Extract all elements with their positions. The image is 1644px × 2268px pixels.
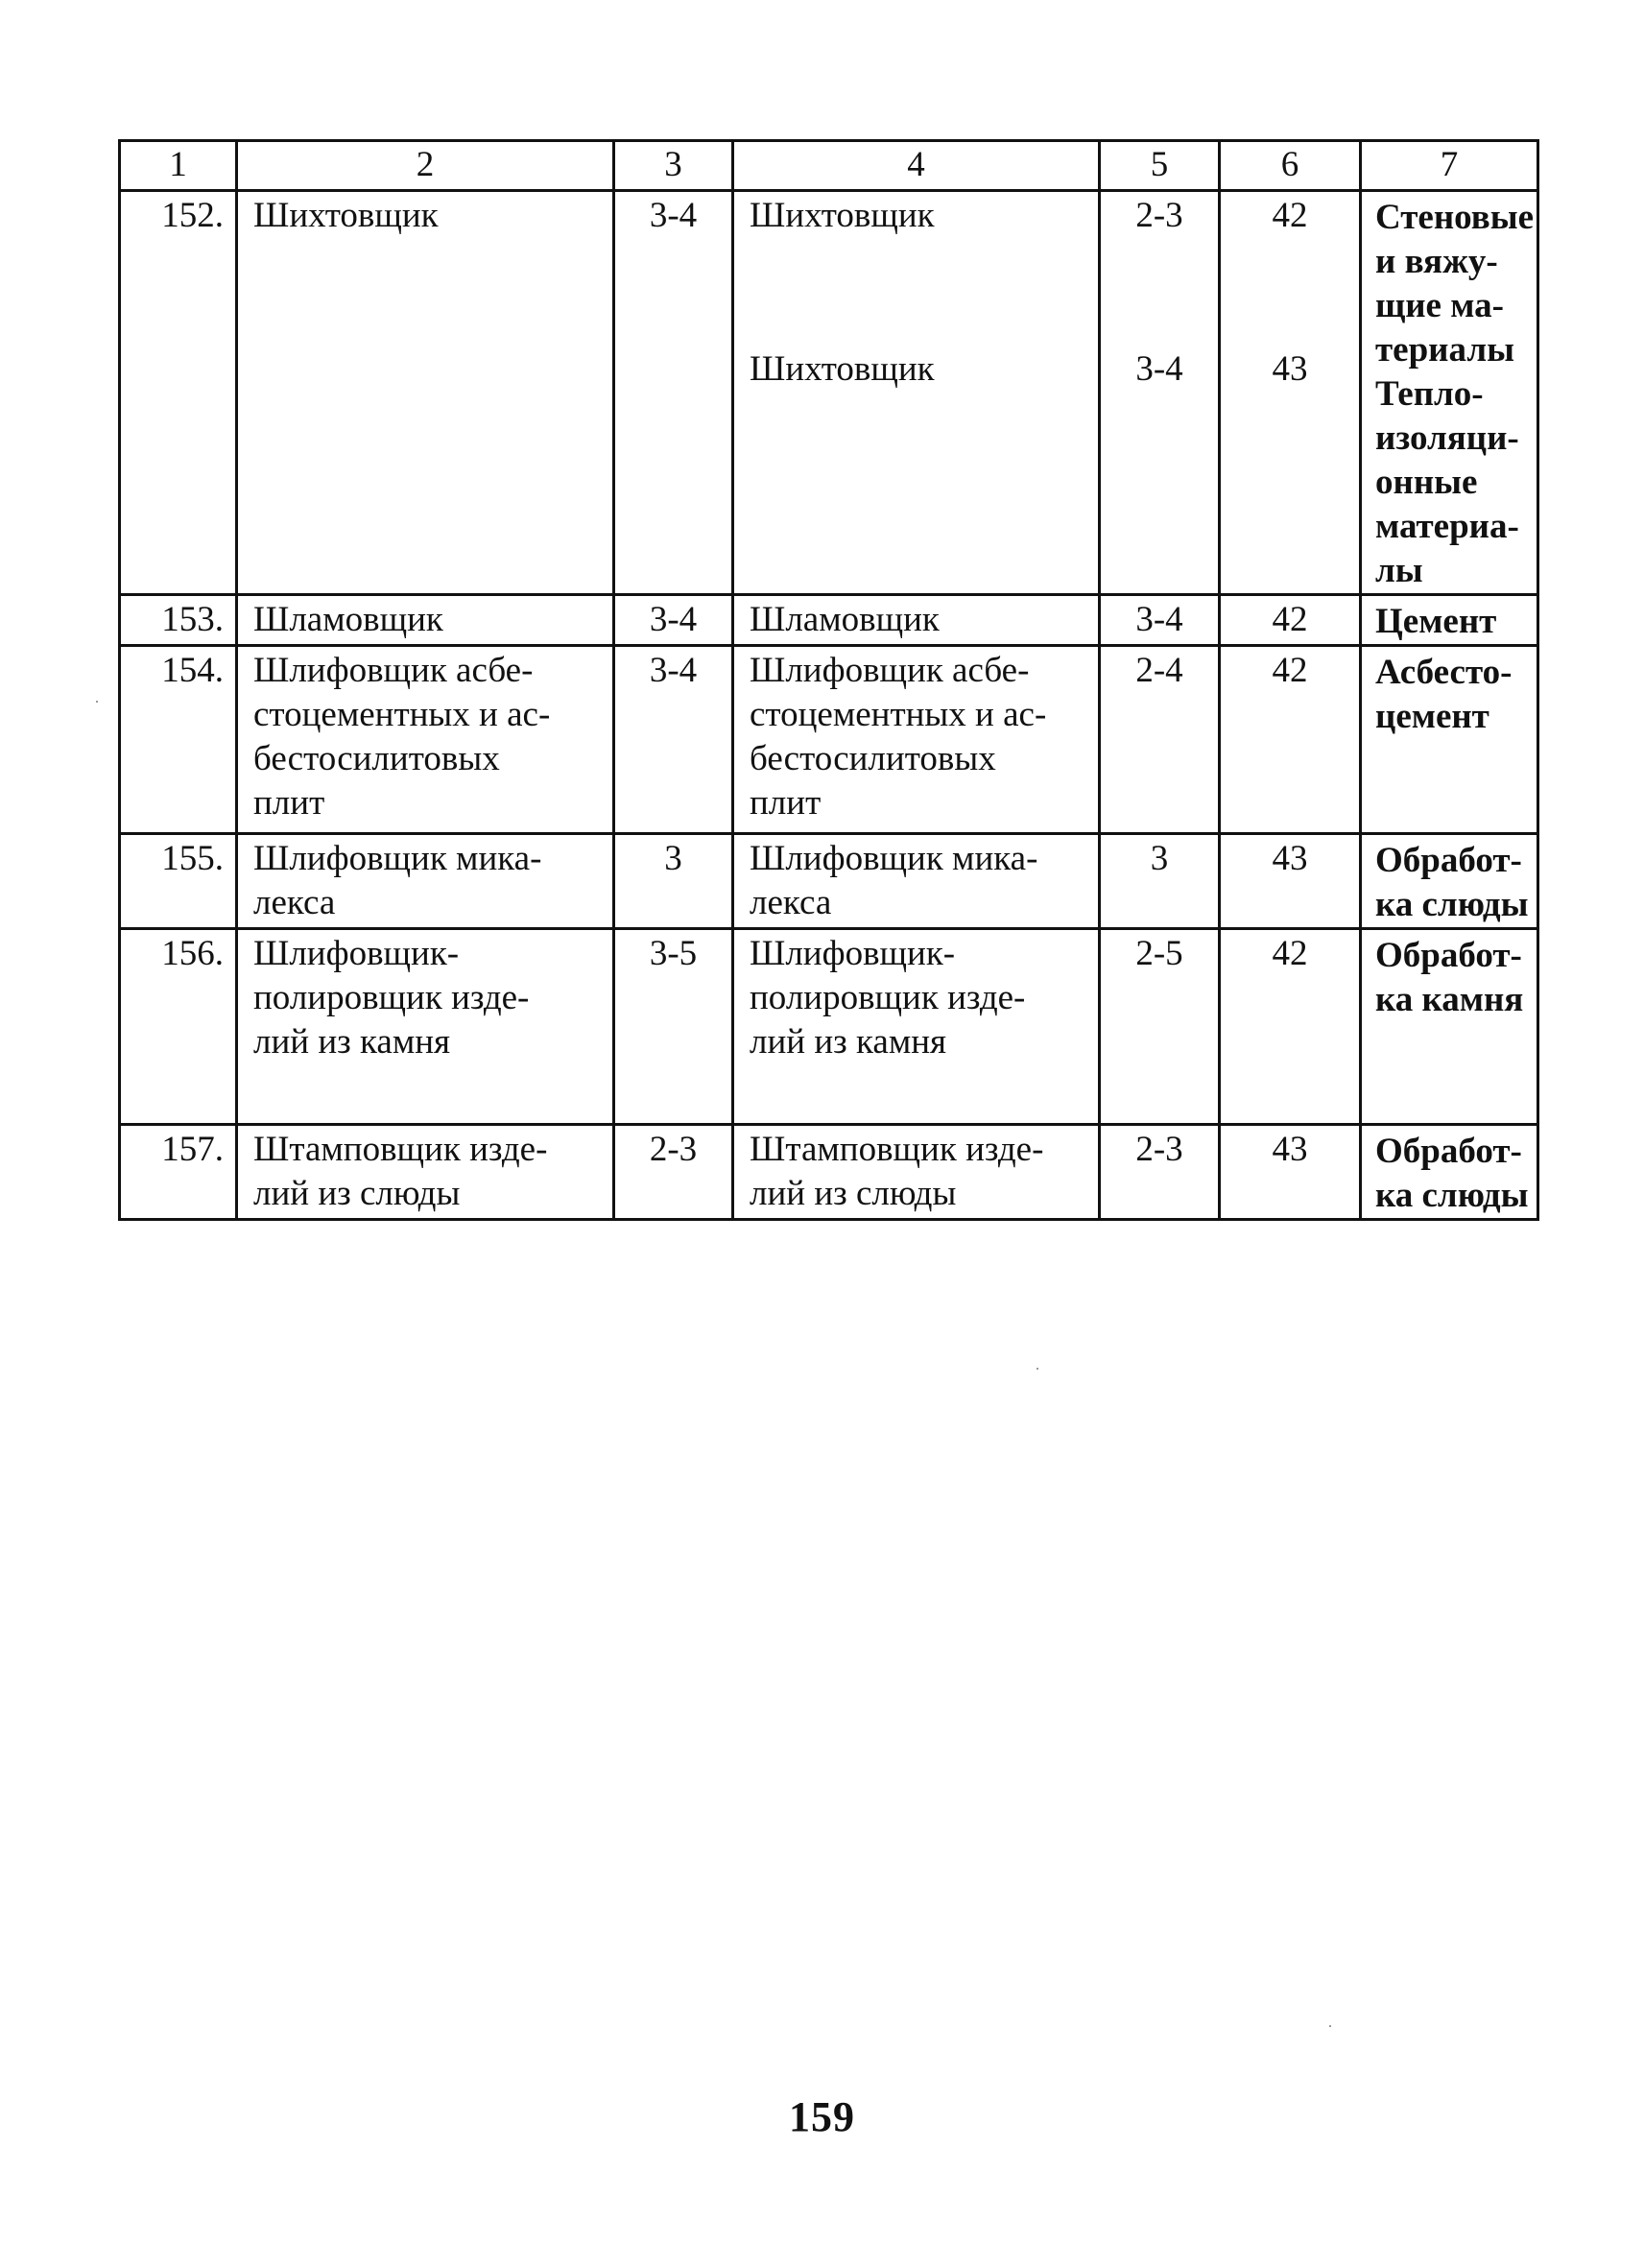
etks-profession: Шламовщик (733, 595, 1100, 646)
row-number: 153. (120, 595, 237, 646)
header-row (120, 141, 1538, 191)
etks-issue: 42 (1220, 595, 1361, 646)
grade-range: 3-4 (614, 595, 733, 646)
table-row (120, 191, 1538, 595)
row-number: 157. (120, 1125, 237, 1220)
etks-issue: 42 (1272, 196, 1308, 235)
column-header: 1 (120, 141, 237, 191)
column-header: 7 (1361, 141, 1538, 191)
page-number: 159 (789, 2093, 855, 2140)
production-name: Тепло- изоляци- онные материа- лы (1375, 374, 1519, 590)
profession-name: Штамповщик изде- лий из слюды (237, 1125, 614, 1220)
professions-table (118, 139, 1539, 1221)
profession-name: Шлифовщик асбе- стоцементных и ас- бестосилитовых плит (237, 646, 614, 834)
production-name: Асбесто- цемент (1361, 646, 1538, 834)
etks-issue-cell (1220, 191, 1361, 595)
column-header: 3 (614, 141, 733, 191)
grade-range: 3-4 (614, 191, 733, 595)
etks-issue: 43 (1220, 1125, 1361, 1220)
row-number: 155. (120, 834, 237, 929)
etks-profession: Шихтовщик (750, 196, 935, 235)
grade-range: 3-5 (614, 929, 733, 1125)
etks-grade: 3-4 (1135, 349, 1183, 389)
column-header: 2 (237, 141, 614, 191)
etks-profession: Шлифовщик- полировщик изде- лий из камня (733, 929, 1100, 1125)
table-row (120, 595, 1538, 646)
etks-profession: Шлифовщик мика- лекса (733, 834, 1100, 929)
profession-name: Шлифовщик мика- лекса (237, 834, 614, 929)
etks-grade-cell (1100, 191, 1220, 595)
scan-speck (1329, 2025, 1331, 2027)
scan-speck (1036, 1368, 1038, 1370)
table-row (120, 646, 1538, 834)
production-name: Обработ- ка слюды (1361, 1125, 1538, 1220)
table-row (120, 929, 1538, 1125)
scan-speck (96, 701, 98, 703)
grade-range: 3 (614, 834, 733, 929)
production-name: Обработ- ка камня (1361, 929, 1538, 1125)
etks-grade: 2-3 (1135, 196, 1183, 235)
etks-grade: 2-3 (1100, 1125, 1220, 1220)
etks-profession-cell (733, 191, 1100, 595)
profession-name: Шихтовщик (237, 191, 614, 595)
etks-issue: 42 (1220, 929, 1361, 1125)
column-header: 4 (733, 141, 1100, 191)
production-name: Стеновые и вяжу- щие ма- териалы (1375, 198, 1535, 370)
table-row (120, 1125, 1538, 1220)
etks-issue: 43 (1272, 349, 1308, 389)
etks-issue: 42 (1220, 646, 1361, 834)
production-name: Обработ- ка слюды (1361, 834, 1538, 929)
etks-grade: 2-4 (1100, 646, 1220, 834)
profession-name: Шламовщик (237, 595, 614, 646)
etks-issue: 43 (1220, 834, 1361, 929)
column-header: 5 (1100, 141, 1220, 191)
row-number: 156. (120, 929, 237, 1125)
etks-grade: 3-4 (1100, 595, 1220, 646)
grade-range: 3-4 (614, 646, 733, 834)
row-number: 152. (120, 191, 237, 595)
column-header: 6 (1220, 141, 1361, 191)
table-row (120, 834, 1538, 929)
profession-name: Шлифовщик- полировщик изде- лий из камня (237, 929, 614, 1125)
etks-profession: Шихтовщик (750, 349, 935, 389)
production-name: Цемент (1361, 595, 1538, 646)
etks-profession: Штамповщик изде- лий из слюды (733, 1125, 1100, 1220)
row-number: 154. (120, 646, 237, 834)
production-cell (1361, 191, 1538, 595)
etks-profession: Шлифовщик асбе- стоцементных и ас- бестосилитовых плит (733, 646, 1100, 834)
etks-grade: 2-5 (1100, 929, 1220, 1125)
grade-range: 2-3 (614, 1125, 733, 1220)
etks-grade: 3 (1100, 834, 1220, 929)
